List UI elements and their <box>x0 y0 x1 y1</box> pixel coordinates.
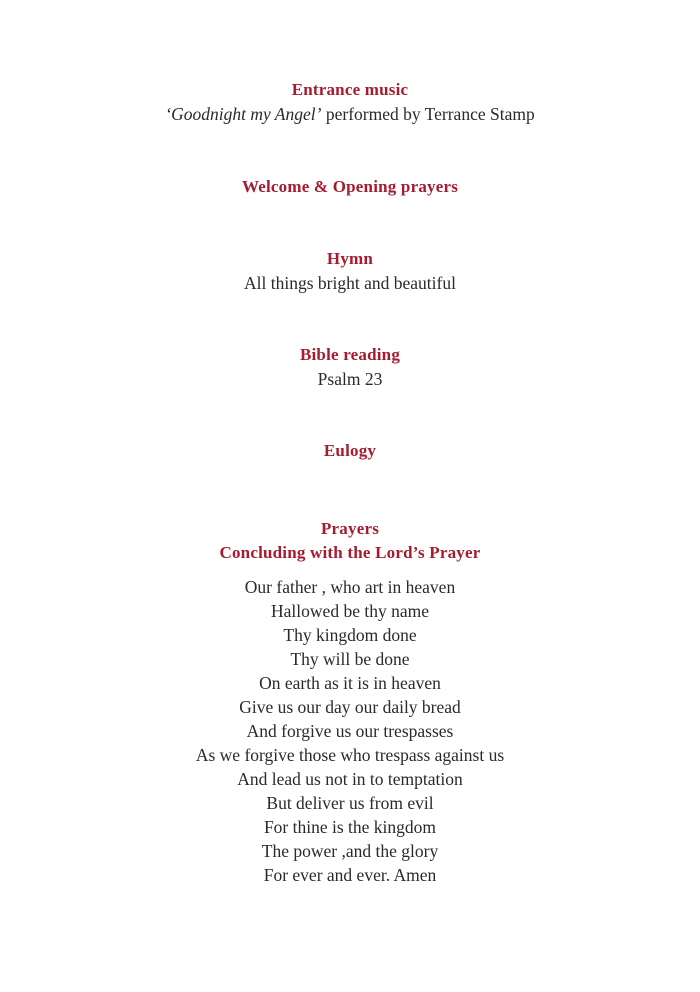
prayer-line: As we forgive those who trespass against us <box>195 745 505 765</box>
entrance-music-detail <box>0 102 700 126</box>
welcome-heading: Welcome & Opening prayers <box>241 177 459 196</box>
prayer-line: Give us our day our daily bread <box>239 697 461 717</box>
entrance-music-heading: Entrance music <box>291 80 409 99</box>
prayers-heading-line2: Concluding with the Lord’s Prayer <box>219 543 481 562</box>
prayer-line: Hallowed be thy name <box>271 601 429 621</box>
prayer-line: Thy kingdom done <box>283 625 417 645</box>
prayer-line: Our father , who art in heaven <box>244 577 456 597</box>
prayer-line: And forgive us our trespasses <box>246 721 454 741</box>
section-prayers <box>0 517 700 887</box>
bible-reading-passage: Psalm 23 <box>317 369 383 389</box>
prayer-line: The power ,and the glory <box>261 841 439 861</box>
hymn-heading: Hymn <box>326 249 374 268</box>
section-bible-reading <box>0 343 700 391</box>
song-title: ‘Goodnight my Angel’ <box>165 104 322 124</box>
eulogy-heading: Eulogy <box>323 441 377 460</box>
hymn-title: All things bright and beautiful <box>244 273 456 293</box>
prayers-heading-line1: Prayers <box>320 519 380 538</box>
prayer-line: And lead us not in to temptation <box>237 769 463 789</box>
prayer-line: But deliver us from evil <box>266 793 434 813</box>
prayer-line: Thy will be done <box>290 649 410 669</box>
song-credit: performed by Terrance Stamp <box>321 104 535 124</box>
prayer-line: For ever and ever. Amen <box>263 865 437 885</box>
lords-prayer-text <box>0 575 700 887</box>
section-entrance-music <box>0 78 700 126</box>
prayer-line: On earth as it is in heaven <box>259 673 441 693</box>
prayer-line: For thine is the kingdom <box>263 817 437 837</box>
bible-reading-heading: Bible reading <box>299 345 401 364</box>
section-eulogy <box>0 439 700 463</box>
section-welcome <box>0 175 700 199</box>
section-hymn <box>0 247 700 295</box>
